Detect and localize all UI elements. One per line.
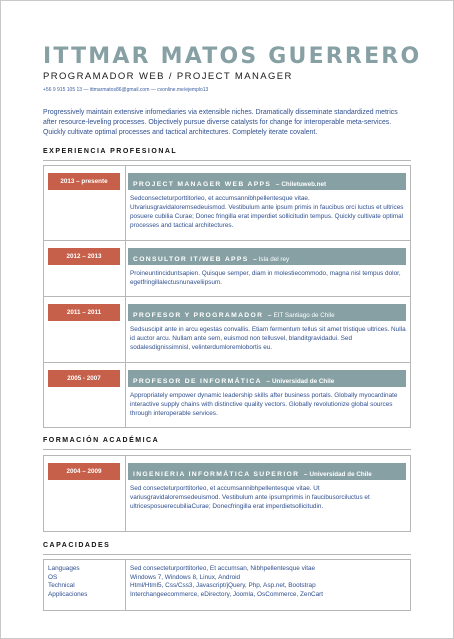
entry-description: Sed consecteturporttitorleo, et accumsannibhpellentesque vitae. Ut variusgravidaloremsedeuismod. Vestibulum ante ipsumprimis in faucibusorciluctus et ultricesposuerecubiliaCurae; Donecfringilla erat imperdietsollicitudin. (130, 485, 370, 510)
skills-section-title: CAPACIDADES (43, 542, 111, 549)
experience-entry (43, 240, 411, 298)
entry-header: INGENIERIA INFORMÁTICA SUPERIOR – Universidad de Chile (128, 463, 406, 480)
skill-value: Interchangeecommerce, eDirectory, Joomla, OsCommerce, ZenCart (130, 590, 324, 598)
candidate-name: ITTMAR MATOS GUERRERO (43, 44, 422, 69)
skills-values (130, 565, 323, 599)
entry-divider (125, 241, 126, 297)
education-entry (43, 455, 411, 532)
skill-label: Languages (48, 565, 80, 572)
entry-description: Proineuntinciduntsapien. Quisque semper, diam in molestiecommodo, magna nisl tempus dolor, egetfringillalectusnunaveliipsum. (130, 270, 401, 286)
section-divider (43, 449, 411, 450)
entry-divider (125, 297, 126, 363)
entry-header: PROFESOR DE INFORMÁTICA – Universidad de Chile (128, 370, 406, 387)
entry-title: PROFESOR Y PROGRAMADOR (133, 312, 264, 319)
section-divider (43, 160, 411, 161)
skills-divider (125, 560, 126, 610)
entry-organization: Isla del rey (258, 256, 290, 263)
entry-header: CONSULTOR IT/WEB APPS – Isla del rey (128, 248, 406, 265)
entry-date: 2004 – 2009 (48, 463, 120, 480)
entry-divider (125, 166, 126, 241)
experience-entry (43, 362, 411, 428)
skills-labels (48, 565, 87, 599)
entry-date: 2012 – 2013 (48, 248, 120, 265)
profile-summary: Progressively maintain extensive infomediaries via extensible niches. Dramatically disseminate standardized metrics after resource-leveling processes. Objectively pursue diverse catalysts for change for interoperable meta-services. Quickly cultivate optimal processes and tactical architectures. Completely iterate covalent. (43, 109, 398, 136)
entry-description: Sedconsecteturporttitorleo, et accumsannibhpellentesque vitae. Utvariusgravidaloremsedeuismod. Vestibulum ante ipsum primis in faucibus orci luctus et ultrices posuere cubilia Curae; Donec fringilla erat imperdiet sollicitudin tempus. Quickly cultivate optimal processes and tactical architectures. (130, 195, 404, 229)
entry-date: 2005 - 2007 (48, 370, 120, 387)
entry-header: PROJECT MANAGER WEB APPS – Chiletuweb.net (128, 173, 406, 190)
entry-organization: Universidad de Chile (309, 471, 372, 478)
entry-header: PROFESOR Y PROGRAMADOR – EIT Santiago de Chile (128, 304, 406, 321)
entry-title: PROFESOR DE INFORMÁTICA (133, 378, 262, 385)
entry-title: PROJECT MANAGER WEB APPS (133, 181, 272, 188)
entry-description: Sedsuscipit ante in arcu egestas convallis. Etiam fermentum tellus sit amet tristique ultrices. Nulla id auctor arcu. Nullam ante sem, euismod non tellusvel, blanditgravidadui. Sed sodalesdignissimnisl, velinterdumloremlobortis eu. (130, 326, 406, 351)
entry-organization: Chiletuweb.net (281, 181, 327, 188)
skill-label: Applicaciones (48, 590, 88, 598)
skill-value: Html/Html5, Css/Css3, Javascript/jQuery, Php, Asp.net, Bootstrap (130, 582, 316, 589)
skills-table (43, 559, 411, 611)
contact-line: +56 9 915 105 13 — ittmarmatos86@gmail.com — cvonline.me/ejemplo13 (43, 87, 209, 93)
entry-divider (125, 363, 126, 427)
candidate-role: PROGRAMADOR WEB / PROJECT MANAGER (43, 71, 293, 82)
skill-value: Sed consecteturporttitorleo, Et accumsan, Nibhpellentesque vitae (130, 565, 316, 572)
education-section-title: FORMACIÓN ACADÉMICA (43, 437, 160, 444)
entry-title: CONSULTOR IT/WEB APPS (133, 256, 249, 263)
experience-section-title: EXPERIENCIA PROFESIONAL (43, 148, 178, 155)
entry-date: 2013 – presente (48, 173, 120, 190)
entry-divider (125, 456, 126, 531)
experience-entry (43, 165, 411, 242)
experience-entry (43, 296, 411, 364)
skill-label: OS (48, 573, 58, 581)
skill-label: Technical (48, 582, 75, 589)
entry-description: Appropriately empower dynamic leadership skills after business portals. Globally myocardinate interactive supply chains with distinctive quality vectors. Globally revolutionize global sources through interoperable services. (130, 392, 398, 417)
entry-date: 2011 – 2011 (48, 304, 120, 321)
entry-organization: EIT Santiago de Chile (273, 312, 335, 319)
section-divider (43, 554, 411, 555)
skill-value: Windows 7, Windows 8, Linux, Android (130, 573, 241, 581)
entry-organization: Universidad de Chile (271, 378, 335, 385)
entry-title: INGENIERIA INFORMÁTICA SUPERIOR (133, 471, 300, 478)
